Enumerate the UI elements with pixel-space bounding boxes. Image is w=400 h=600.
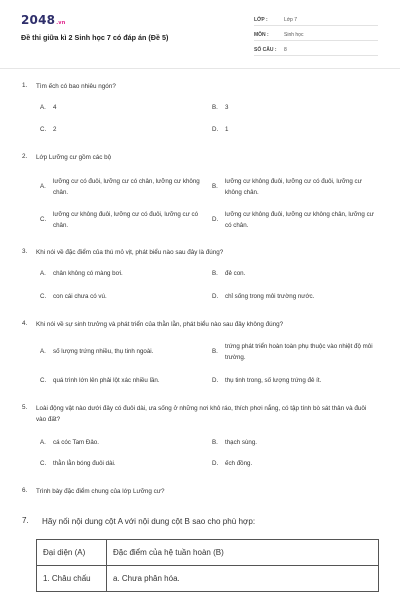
option-letter: A.: [40, 183, 46, 190]
meta-value: Lớp 7: [284, 17, 298, 23]
option-text: con cái chưa có vú.: [53, 293, 107, 300]
option-text: chân không có màng bơi.: [53, 270, 123, 277]
option-text: 4: [53, 104, 57, 111]
table-header-row: [37, 540, 379, 566]
option-letter: A.: [40, 270, 46, 277]
question-text: Tìm ếch có bao nhiêu ngón?: [36, 83, 116, 90]
option-text: chỉ sống trong môi trường nước.: [225, 293, 315, 300]
option-text: trứng phát triển hoàn toàn phụ thuộc vào nhiệt độ môi trường.: [225, 343, 373, 361]
option-letter: B.: [212, 439, 218, 446]
meta-question-count: [254, 44, 378, 56]
table-header-cell: Đặc điểm của hệ tuần hoàn (B): [107, 540, 379, 566]
meta-value: Sinh học: [284, 32, 304, 38]
option-letter: D.: [212, 377, 219, 384]
question-number: 6.: [22, 487, 28, 494]
question-text: Hãy nối nội dung cột A với nội dung cột B sao cho phù hợp:: [42, 517, 256, 526]
option-letter: D.: [212, 216, 219, 223]
header-divider: [0, 68, 400, 69]
table-cell: 1. Châu chấu: [37, 566, 107, 592]
option-letter: C.: [40, 216, 47, 223]
option-text: 1: [225, 126, 229, 133]
document-header: [0, 0, 400, 70]
option-letter: B.: [212, 183, 218, 190]
option-text: cá cóc Tam Đảo.: [53, 439, 99, 446]
question-text: Trình bày đặc điểm chung của lớp Lưỡng cư?: [36, 488, 165, 495]
question-text: Lớp Lưỡng cư gồm các bộ: [36, 154, 112, 161]
option-text: lưỡng cư không đuôi, lưỡng cư có đuôi, lưỡng cư có chân.: [53, 211, 199, 229]
question-text: Khi nói về đặc điểm của thú mỏ vịt, phát biểu nào sau đây là đúng?: [36, 249, 224, 256]
question-number: 7.: [22, 516, 29, 525]
question-text: Khi nói về sự sinh trưởng và phát triển của thằn lằn, phát biểu nào sau đây không đúng?: [36, 321, 284, 328]
option-text: lưỡng cư không đuôi, lưỡng cư không chân, lưỡng cư có chân.: [225, 211, 374, 229]
meta-subject: [254, 29, 378, 41]
option-text: lưỡng cư có đuôi, lưỡng cư có chân, lưỡng cư không chân.: [53, 178, 200, 196]
question-number: 2.: [22, 153, 28, 160]
option-letter: D.: [212, 293, 219, 300]
option-letter: A.: [40, 439, 46, 446]
option-text: thụ tinh trong, số lượng trứng đẻ ít.: [225, 377, 322, 384]
meta-class: [254, 14, 378, 26]
question-number: 1.: [22, 82, 28, 89]
site-logo[interactable]: [21, 13, 66, 27]
option-text: thằn lằn bóng đuôi dài.: [53, 460, 116, 467]
table-header-cell: Đại diện (A): [37, 540, 107, 566]
option-text: thạch sùng.: [225, 439, 257, 446]
option-text: quá trình lớn lên phải lột xác nhiều lần.: [53, 377, 160, 384]
question-number: 5.: [22, 404, 28, 411]
option-letter: B.: [212, 104, 218, 111]
option-text: đẻ con.: [225, 270, 246, 277]
meta-key: SỐ CÂU :: [254, 47, 277, 53]
option-letter: C.: [40, 377, 47, 384]
logo-text: 2048: [21, 13, 56, 27]
option-letter: C.: [40, 293, 47, 300]
matching-table: [36, 539, 379, 592]
table-cell: a. Chưa phân hóa.: [107, 566, 379, 592]
option-text: số lượng trứng nhiều, thụ tinh ngoài.: [53, 348, 154, 355]
option-letter: D.: [212, 460, 219, 467]
option-letter: A.: [40, 104, 46, 111]
option-text: lưỡng cư không đuôi, lưỡng cư có đuôi, lưỡng cư không chân.: [225, 178, 362, 196]
option-letter: B.: [212, 270, 218, 277]
table-row: [37, 566, 379, 592]
option-letter: D.: [212, 126, 219, 133]
meta-key: LỚP :: [254, 17, 268, 23]
option-letter: C.: [40, 126, 47, 133]
option-letter: C.: [40, 460, 47, 467]
question-number: 4.: [22, 320, 28, 327]
question-number: 3.: [22, 248, 28, 255]
option-text: 2: [53, 126, 57, 133]
meta-key: MÔN :: [254, 32, 269, 38]
meta-value: 8: [284, 47, 287, 53]
document-title: Đề thi giữa kì 2 Sinh học 7 có đáp án (Đề 5): [21, 33, 169, 42]
option-letter: B.: [212, 348, 218, 355]
question-text: Loài động vật nào dưới đây có đuôi dài, ưa sống ở những nơi khô ráo, thích phơi nắng, có tập tính bò sát thân và đuôi vào đất?: [36, 405, 367, 423]
option-text: 3: [225, 104, 229, 111]
logo-suffix: .vn: [56, 20, 66, 26]
option-text: ếch đồng.: [225, 460, 253, 467]
option-letter: A.: [40, 348, 46, 355]
